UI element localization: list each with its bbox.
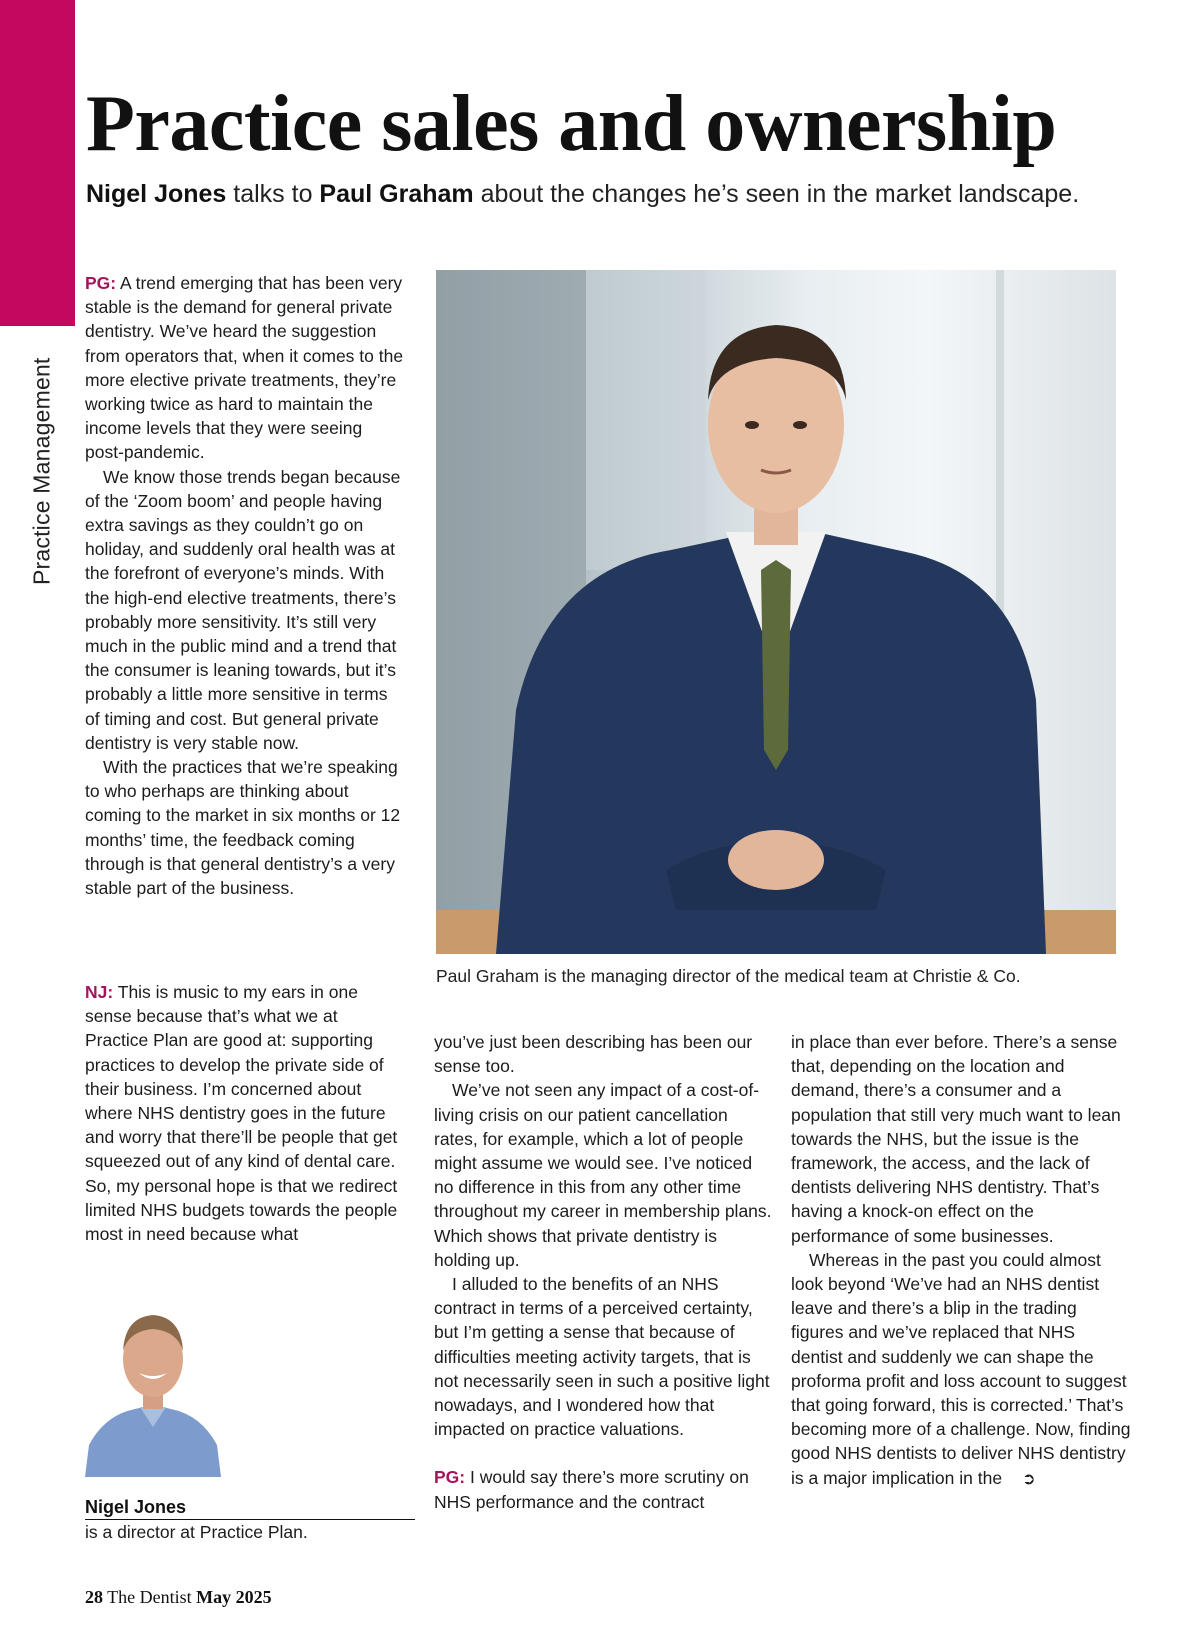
article-column-3	[791, 1030, 1131, 1492]
standfirst-subject: Paul Graham	[319, 180, 474, 208]
paragraph-text: I would say there’s more scrutiny on NHS performance and the contract	[434, 1467, 749, 1512]
paragraph: I alluded to the benefits of an NHS contract in terms of a perceived certainty, but I’m getting a sense that because of difficulties meeting activity targets, that is not necessarily seen in such a positive light nowadays, and I wondered how that impacted on practice valuations.	[434, 1274, 770, 1440]
photo-caption: Paul Graham is the managing director of the medical team at Christie & Co.	[436, 966, 1021, 986]
paragraph: in place than ever before. There’s a sense that, depending on the location and demand, there’s a consumer and a population that still very much want to lean towards the NHS, but the issue is the framework, the access, and the lack of dentists delivering NHS dentistry. That’s having a knock-on effect on the performance of some businesses.	[791, 1032, 1121, 1246]
portrait-photo-paul-graham	[436, 270, 1116, 954]
speaker-label: PG:	[434, 1467, 466, 1488]
paragraph	[85, 980, 405, 1246]
section-label: Practice Management	[28, 357, 55, 585]
bio-name: Nigel Jones	[85, 1497, 415, 1520]
speaker-label: PG:	[85, 273, 117, 293]
standfirst-verb: talks to	[226, 180, 320, 208]
standfirst-author: Nigel Jones	[86, 180, 227, 208]
paragraph-text: A trend emerging that has been very stable is the demand for general private dentistry. We’ve heard the suggestion from operators that, when it comes to the more elective private treatments, they’re working twice as hard to maintain the income levels that they were seeing post-pandemic.	[85, 273, 404, 463]
article-column-1	[85, 271, 405, 900]
paragraph	[434, 1465, 774, 1513]
article-title: Practice sales and ownership	[86, 80, 1057, 168]
headshot-illustration	[85, 1295, 221, 1477]
article-column-2	[434, 1030, 774, 1514]
section-accent-bar	[0, 0, 75, 326]
speaker-label: NJ:	[85, 982, 114, 1002]
article-standfirst	[86, 180, 1079, 209]
headshot-photo-nigel-jones	[85, 1295, 221, 1477]
continue-arrow-icon: ➲	[1022, 1470, 1036, 1488]
paragraph-text: Whereas in the past you could almost look beyond ‘We’ve had an NHS dentist leave and there’s a blip in the trading figures and we’ve replaced that NHS dentist and suddenly we can shape the proforma profit and loss account to suggest that going forward, this is corrected.’ That’s becoming more of a challenge. Now, finding good NHS dentists to deliver NHS dentistry is a major implication in the	[791, 1249, 1131, 1488]
standfirst-rest: about the changes he’s seen in the market landscape.	[473, 180, 1080, 208]
page-number: 28	[85, 1587, 103, 1607]
paragraph: With the practices that we’re speaking to who perhaps are thinking about coming to the market in six months or 12 months’ time, the feedback coming through is that general dentistry’s a very stable part of the business.	[85, 757, 401, 899]
article-column-1-continued	[85, 980, 405, 1246]
issue-date: May 2025	[196, 1587, 272, 1607]
paragraph	[85, 271, 405, 465]
paragraph: you’ve just been describing has been our sense too.	[434, 1032, 753, 1077]
paragraph: We know those trends began because of the ‘Zoom boom’ and people having extra savings as they couldn’t go on holiday, and suddenly oral health was at the forefront of everyone’s minds. With the high-end elective treatments, there’s probably more sensitivity. It’s still very much in the public mind and a trend that the consumer is leaning towards, but it’s probably a little more sensitive in terms of timing and cost. But general private dentistry is very stable now.	[85, 466, 401, 753]
page-footer	[85, 1587, 272, 1608]
paragraph: We’ve not seen any impact of a cost-of-living crisis on our patient cancellation rates, for example, which a lot of people might assume we would see. I’ve noticed no difference in this from any other time throughout my career in membership plans. Which shows that private dentistry is holding up.	[434, 1080, 772, 1270]
publication-name: The Dentist	[103, 1587, 197, 1607]
paragraph	[791, 1248, 1131, 1492]
bio-description: is a director at Practice Plan.	[85, 1522, 308, 1542]
paragraph-text: This is music to my ears in one sense because that’s what we at Practice Plan are good at: supporting practices to develop the private side of their business. I’m concerned about where NHS dentistry goes in the future and worry that there’ll be people that get squeezed out of any kind of dental care. So, my personal hope is that we redirect limited NHS budgets towards the people most in need because what	[85, 982, 398, 1245]
portrait-illustration	[436, 270, 1116, 954]
